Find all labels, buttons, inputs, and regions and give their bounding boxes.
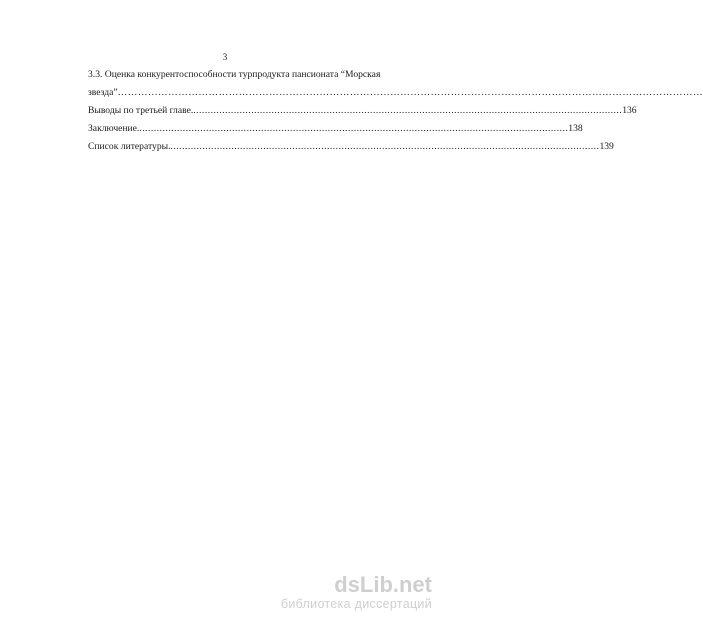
- toc-entry-title: звезда”: [88, 87, 118, 98]
- table-of-contents: [88, 66, 703, 156]
- toc-entry-page: 136: [622, 105, 637, 116]
- toc-entry-3-3: [88, 66, 390, 84]
- toc-entry-title: Список литературы.: [88, 141, 171, 152]
- watermark: [281, 574, 432, 612]
- toc-entry-conclusions: [88, 102, 637, 120]
- watermark-tagline: библиотека диссертаций: [280, 597, 432, 611]
- dot-leader: ....................................................................................................................................................: [193, 105, 623, 116]
- page-number: 3: [222, 52, 228, 62]
- dot-leader: ....................................................................................................................................................: [170, 141, 600, 152]
- toc-entry-title: Заключение.: [88, 123, 140, 134]
- toc-entry-bibliography: [88, 138, 614, 156]
- toc-entry-title: Выводы по третьей главе.: [88, 105, 194, 116]
- toc-entry-3-3-continuation: [88, 84, 703, 102]
- toc-entry-title: 3.3. Оценка конкурентоспособности турпродукта пансионата “Морская: [88, 69, 381, 80]
- toc-entry-page: 138: [568, 123, 583, 134]
- dot-leader: …………………………………………………………………………………………………………………………………………………………: [117, 87, 703, 98]
- watermark-brand: dsLib.net: [334, 572, 432, 597]
- toc-entry-page: 139: [599, 141, 614, 152]
- toc-entry-summary: [88, 120, 583, 138]
- dot-leader: ....................................................................................................................................................: [139, 123, 569, 134]
